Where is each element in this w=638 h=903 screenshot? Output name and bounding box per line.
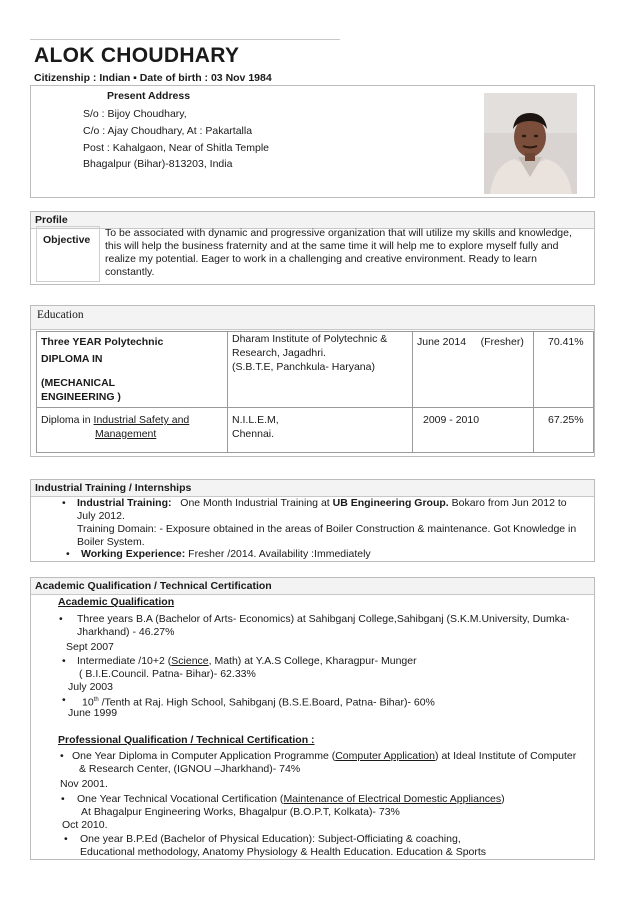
bullet: • — [62, 694, 66, 706]
academic-line: Jharkhand) - 46.27% — [77, 626, 175, 638]
science-text: Science — [171, 655, 209, 667]
course-line: (MECHANICAL — [41, 377, 116, 389]
objective-label: Objective — [43, 234, 91, 246]
academic-header: Academic Qualification / Technical Certification — [31, 578, 594, 595]
bullet: • — [59, 613, 63, 625]
professional-subheading: Professional Qualification / Technical Certification : — [58, 734, 315, 746]
institute-cell — [228, 332, 413, 408]
text: Intermediate /10+2 ( — [77, 655, 172, 667]
objective-line: constantly. — [105, 266, 155, 278]
institute-line: Research, Jagadhri. — [232, 347, 326, 359]
training-line: Training Domain: - Exposure obtained in the areas of Boiler Construction & maintenance. Got Knowledge in — [77, 523, 577, 535]
course-line: ENGINEERING ) — [41, 391, 121, 403]
professional-line: Educational methodology, Anatomy Physiology & Health Education. Education & Sports — [80, 846, 487, 858]
institute-cell — [228, 408, 413, 453]
address-line: Bhagalpur (Bihar)-813203, India — [83, 158, 233, 170]
academic-line — [77, 654, 417, 668]
training-item-2 — [81, 547, 371, 561]
course-line: DIPLOMA IN — [41, 353, 103, 365]
score: 67.25% — [548, 414, 584, 426]
institute-line: (S.B.T.E, Panchkula- Haryana) — [232, 361, 375, 373]
experience-text: Fresher /2014. Availability :Immediately — [185, 548, 371, 560]
professional-line — [72, 749, 576, 763]
text: One Year Technical Vocational Certification ( — [77, 793, 284, 805]
academic-subheading: Academic Qualification — [58, 596, 175, 608]
education-title: Education — [37, 309, 84, 321]
text: , Math) at Y.A.S College, Kharagpur- Munger — [208, 655, 417, 667]
course-underlined: Industrial Safety and — [93, 414, 190, 426]
bullet: • — [60, 750, 64, 762]
training-text: Bokaro from Jun 2012 to — [448, 497, 567, 509]
candidate-name: ALOK CHOUDHARY — [34, 44, 240, 67]
education-header — [31, 306, 594, 330]
course-line: Three YEAR Polytechnic — [41, 336, 164, 348]
score-cell — [534, 408, 594, 453]
bullet: • — [64, 833, 68, 845]
training-item-1 — [77, 496, 567, 510]
text: 10 — [82, 696, 94, 709]
academic-line: ( B.I.E.Council. Patna- Bihar)- 62.33% — [79, 668, 256, 680]
objective-line: this will help the business fraternity and at the same time it will help me to explore myself fully and — [105, 240, 559, 252]
academic-date: Sept 2007 — [66, 641, 114, 653]
period: 2009 - 2010 — [423, 414, 480, 426]
professional-line: One year B.P.Ed (Bachelor of Physical Education): Subject-Officiating & coaching, — [80, 833, 461, 845]
table-row — [37, 332, 594, 408]
underlined-text: Computer Application — [335, 750, 436, 762]
address-title: Present Address — [107, 90, 191, 102]
period-cell — [413, 408, 534, 453]
institute-line: N.I.L.E.M, — [232, 414, 279, 426]
academic-date: June 1999 — [68, 707, 118, 719]
bullet: • — [62, 497, 66, 509]
training-company: UB Engineering Group. — [332, 497, 449, 509]
profile-header: Profile — [31, 212, 594, 229]
training-label: Industrial Training: — [77, 497, 172, 509]
text: ) — [501, 793, 505, 805]
course-line2: Management — [95, 428, 157, 440]
course-prefix: Diploma in — [41, 414, 94, 426]
academic-line: Three years B.A (Bachelor of Arts- Economics) at Sahibganj College,Sahibganj (S.K.M.University, Dumka- — [77, 613, 570, 625]
training-line: July 2012. — [77, 510, 125, 522]
citizenship-line: Citizenship : Indian ▪ Date of birth : 03 Nov 1984 — [34, 72, 272, 84]
professional-date: Nov 2001. — [60, 778, 108, 790]
underlined-text: Maintenance of Electrical Domestic Appliances — [283, 793, 502, 805]
professional-line: & Research Center, (IGNOU –Jharkhand)- 74% — [79, 763, 301, 775]
institute-line: Dharam Institute of Polytechnic & — [232, 333, 388, 345]
experience-label: Working Experience: — [81, 548, 186, 560]
bullet: • — [62, 655, 66, 667]
professional-line — [77, 792, 505, 806]
address-line: C/o : Ajay Choudhary, At : Pakartalla — [83, 125, 253, 137]
institute-line: Chennai. — [232, 428, 275, 440]
period: June 2014 — [417, 336, 467, 348]
professional-line: At Bhagalpur Engineering Works, Bhagalpur (B.O.P.T, Kolkata)- 73% — [81, 806, 400, 818]
status: (Fresher) — [480, 336, 524, 348]
course-cell — [37, 332, 228, 408]
education-table — [36, 331, 594, 453]
address-line: Post : Kahalgaon, Near of Shitla Temple — [83, 142, 270, 154]
top-rule — [30, 39, 340, 40]
academic-date: July 2003 — [68, 681, 113, 693]
training-header: Industrial Training / Internships — [31, 480, 594, 497]
objective-line: To be associated with dynamic and progressive organization that will utilize my skills and knowledge, — [105, 227, 572, 239]
objective-line: realize my potential. Eager to work in a challenging and creative environment. Ready to learn — [105, 253, 537, 265]
table-row — [37, 408, 594, 453]
profile-photo — [484, 93, 577, 194]
score: 70.41% — [548, 336, 584, 348]
bullet: • — [61, 793, 65, 805]
text: /Tenth at Raj. High School, Sahibganj (B.S.E.Board, Patna- Bihar)- 60% — [98, 696, 435, 709]
text: One Year Diploma in Computer Application Programme ( — [72, 750, 336, 762]
text: ) at Ideal Institute of Computer — [435, 750, 577, 762]
superscript: th — [93, 697, 99, 703]
training-text: One Month Industrial Training at — [180, 497, 333, 509]
professional-date: Oct 2010. — [62, 819, 108, 831]
academic-line — [82, 693, 435, 710]
training-line: Boiler System. — [77, 536, 145, 548]
bullet: • — [66, 548, 70, 560]
period-cell — [413, 332, 534, 408]
score-cell — [534, 332, 594, 408]
address-line: S/o : Bijoy Choudhary, — [83, 108, 187, 120]
course-cell — [37, 408, 228, 453]
